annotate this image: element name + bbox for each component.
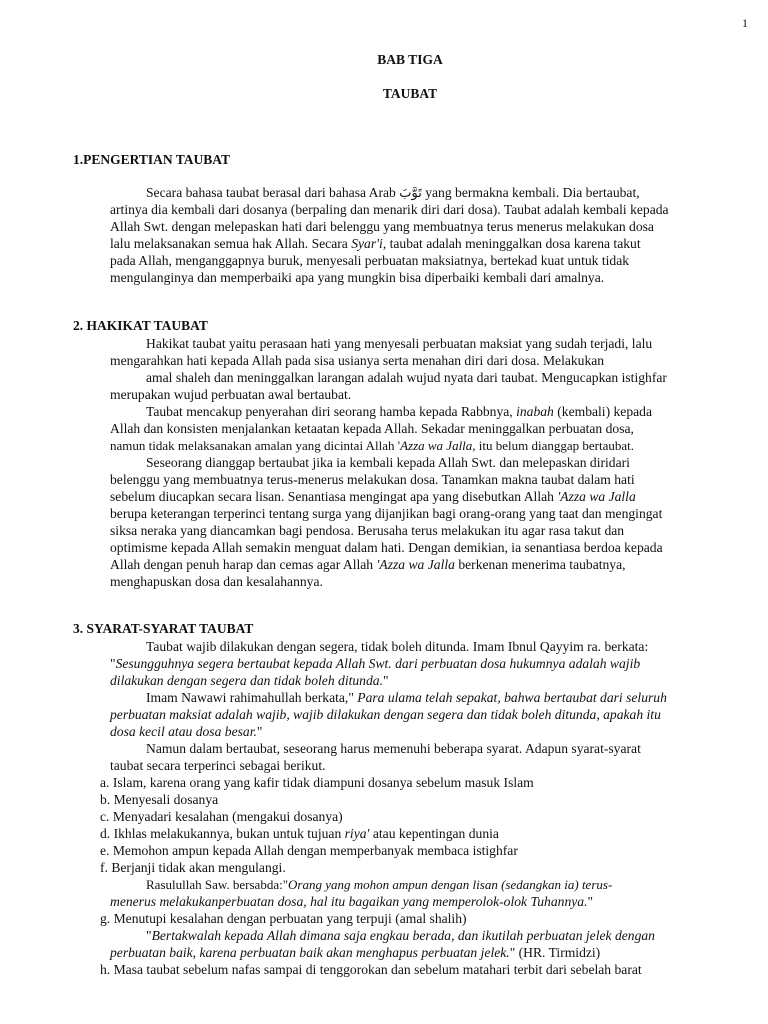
- section-heading-hakikat: 2. HAKIKAT TAUBAT: [73, 318, 208, 333]
- paragraph-line: optimisme kepada Allah semakin menguat dalam hati. Dengan demikian, ia senantiasa berdoa kepada: [110, 540, 663, 555]
- paragraph-line: namun tidak melaksanakan amalan yang dicintai Allah 'Azza wa Jalla, itu belum dianggap bertaubat.: [110, 438, 635, 453]
- quote-line: "Sesungguhnya segera bertaubat kepada Allah Swt. dari perbuatan dosa hukumnya adalah wajib: [110, 656, 641, 671]
- paragraph-line: Secara bahasa taubat berasal dari bahasa Arab تَوَّبَ yang bermakna kembali. Dia bertaubat,: [146, 185, 640, 201]
- list-item: g. Menutupi kesalahan dengan perbuatan yang terpuji (amal shalih): [100, 911, 467, 926]
- quote-line: dosa kecil atau dosa besar.": [110, 724, 263, 739]
- paragraph-line: siksa neraka yang diancamkan bagi pendosa. Berusaha terus melakukan itu agar rasa takut dan: [110, 523, 625, 538]
- quote-line: menerus melakukanperbuatan dosa, hal itu bagaikan yang memperolok-olok Tuhannya.": [110, 894, 594, 909]
- list-item: f. Berjanji tidak akan mengulangi.: [100, 860, 286, 875]
- paragraph-line: lalu melaksanakan semua hak Allah. Secara Syar'i, taubat adalah meninggalkan dosa karena takut: [110, 236, 641, 251]
- paragraph-line: menghapuskan dosa dan kesalahannya.: [110, 574, 323, 589]
- paragraph-line: pada Allah, menganggapnya buruk, menyesali perbuatan maksiatnya, bertekad kuat untuk tidak: [110, 253, 630, 268]
- paragraph-line: Taubat mencakup penyerahan diri seorang hamba kepada Rabbnya, inabah (kembali) kepada: [146, 404, 652, 419]
- section-heading-pengertian: 1.PENGERTIAN TAUBAT: [73, 152, 231, 167]
- paragraph-line: mengarahkan hati kepada Allah pada sisa usianya serta menahan diri dari dosa. Melakukan: [110, 353, 605, 368]
- list-item: d. Ikhlas melakukannya, bukan untuk tujuan riya' atau kepentingan dunia: [100, 826, 499, 841]
- quote-line: dilakukan dengan segera dan tidak boleh ditunda.": [110, 673, 389, 688]
- chapter-title: BAB TIGA: [377, 52, 443, 67]
- list-item: e. Memohon ampun kepada Allah dengan memperbanyak membaca istighfar: [100, 843, 518, 858]
- arabic-word: تَوَّبَ: [399, 186, 422, 201]
- page-number: 1: [742, 16, 748, 30]
- quote-line: perbuatan baik, karena perbuatan baik akan menghapus perbuatan jelek." (HR. Tirmidzi): [110, 945, 601, 960]
- paragraph-line: Allah dan konsisten menjalankan ketaatan kepada Allah. Sekadar meninggalkan perbuatan dosa,: [110, 421, 634, 436]
- quote-line: Rasulullah Saw. bersabda:"Orang yang mohon ampun dengan lisan (sedangkan ia) terus-: [146, 877, 613, 892]
- paragraph-line: Taubat wajib dilakukan dengan segera, tidak boleh ditunda. Imam Ibnul Qayyim ra. berkata:: [146, 639, 649, 654]
- paragraph-line: berupa keterangan terperinci tentang surga yang dijanjikan bagi orang-orang yang taat dan mengingat: [110, 506, 663, 521]
- document-title: TAUBAT: [382, 86, 438, 101]
- paragraph-line: Seseorang dianggap bertaubat jika ia kembali kepada Allah Swt. dan melepaskan diridari: [146, 455, 630, 470]
- paragraph-line: Hakikat taubat yaitu perasaan hati yang menyesali perbuatan maksiat yang sudah terjadi, lalu: [146, 336, 653, 351]
- paragraph-line: merupakan wujud perbuatan awal bertaubat.: [110, 387, 352, 402]
- quote-line: perbuatan maksiat adalah wajib, wajib dilakukan dengan segera dan tidak boleh ditunda, apakah itu: [110, 707, 661, 722]
- paragraph-line: taubat secara terperinci sebagai berikut.: [110, 758, 326, 773]
- paragraph-line: Allah Swt. dengan melepaskan hati dari belenggu yang membuatnya terus menerus melakukan dosa: [110, 219, 654, 234]
- paragraph-line: sebelum diucapkan secara lisan. Senantiasa mengingat apa yang disebutkan Allah 'Azza wa Jalla: [110, 489, 636, 504]
- paragraph-line: Allah dengan penuh harap dan cemas agar Allah 'Azza wa Jalla berkenan menerima taubatnya,: [110, 557, 626, 572]
- quote-line: "Bertakwalah kepada Allah dimana saja engkau berada, dan ikutilah perbuatan jelek dengan: [146, 928, 655, 943]
- list-item: c. Menyadari kesalahan (mengakui dosanya): [100, 809, 343, 824]
- paragraph-line: Namun dalam bertaubat, seseorang harus memenuhi beberapa syarat. Adapun syarat-syarat: [146, 741, 641, 756]
- paragraph-line: belenggu yang membuatnya terus-menerus melakukan dosa. Tanamkan makna taubat dalam hati: [110, 472, 635, 487]
- section-heading-syarat: 3. SYARAT-SYARAT TAUBAT: [73, 621, 254, 636]
- quote-line: Imam Nawawi rahimahullah berkata," Para ulama telah sepakat, bahwa bertaubat dari seluruh: [146, 690, 667, 705]
- list-item: b. Menyesali dosanya: [100, 792, 219, 807]
- paragraph-line: artinya dia kembali dari dosanya (berpaling dan menarik diri dari dosa). Taubat adalah kembali kepada: [110, 202, 669, 217]
- paragraph-line: mengulanginya dan memperbaiki apa yang mungkin bisa diperbaiki kembali dari amalnya.: [110, 270, 605, 285]
- list-item: a. Islam, karena orang yang kafir tidak diampuni dosanya sebelum masuk Islam: [100, 775, 534, 790]
- list-item: h. Masa taubat sebelum nafas sampai di tenggorokan dan sebelum matahari terbit dari sebelah barat: [100, 962, 642, 977]
- paragraph-line: amal shaleh dan meninggalkan larangan adalah wujud nyata dari taubat. Mengucapkan istighfar: [146, 370, 667, 385]
